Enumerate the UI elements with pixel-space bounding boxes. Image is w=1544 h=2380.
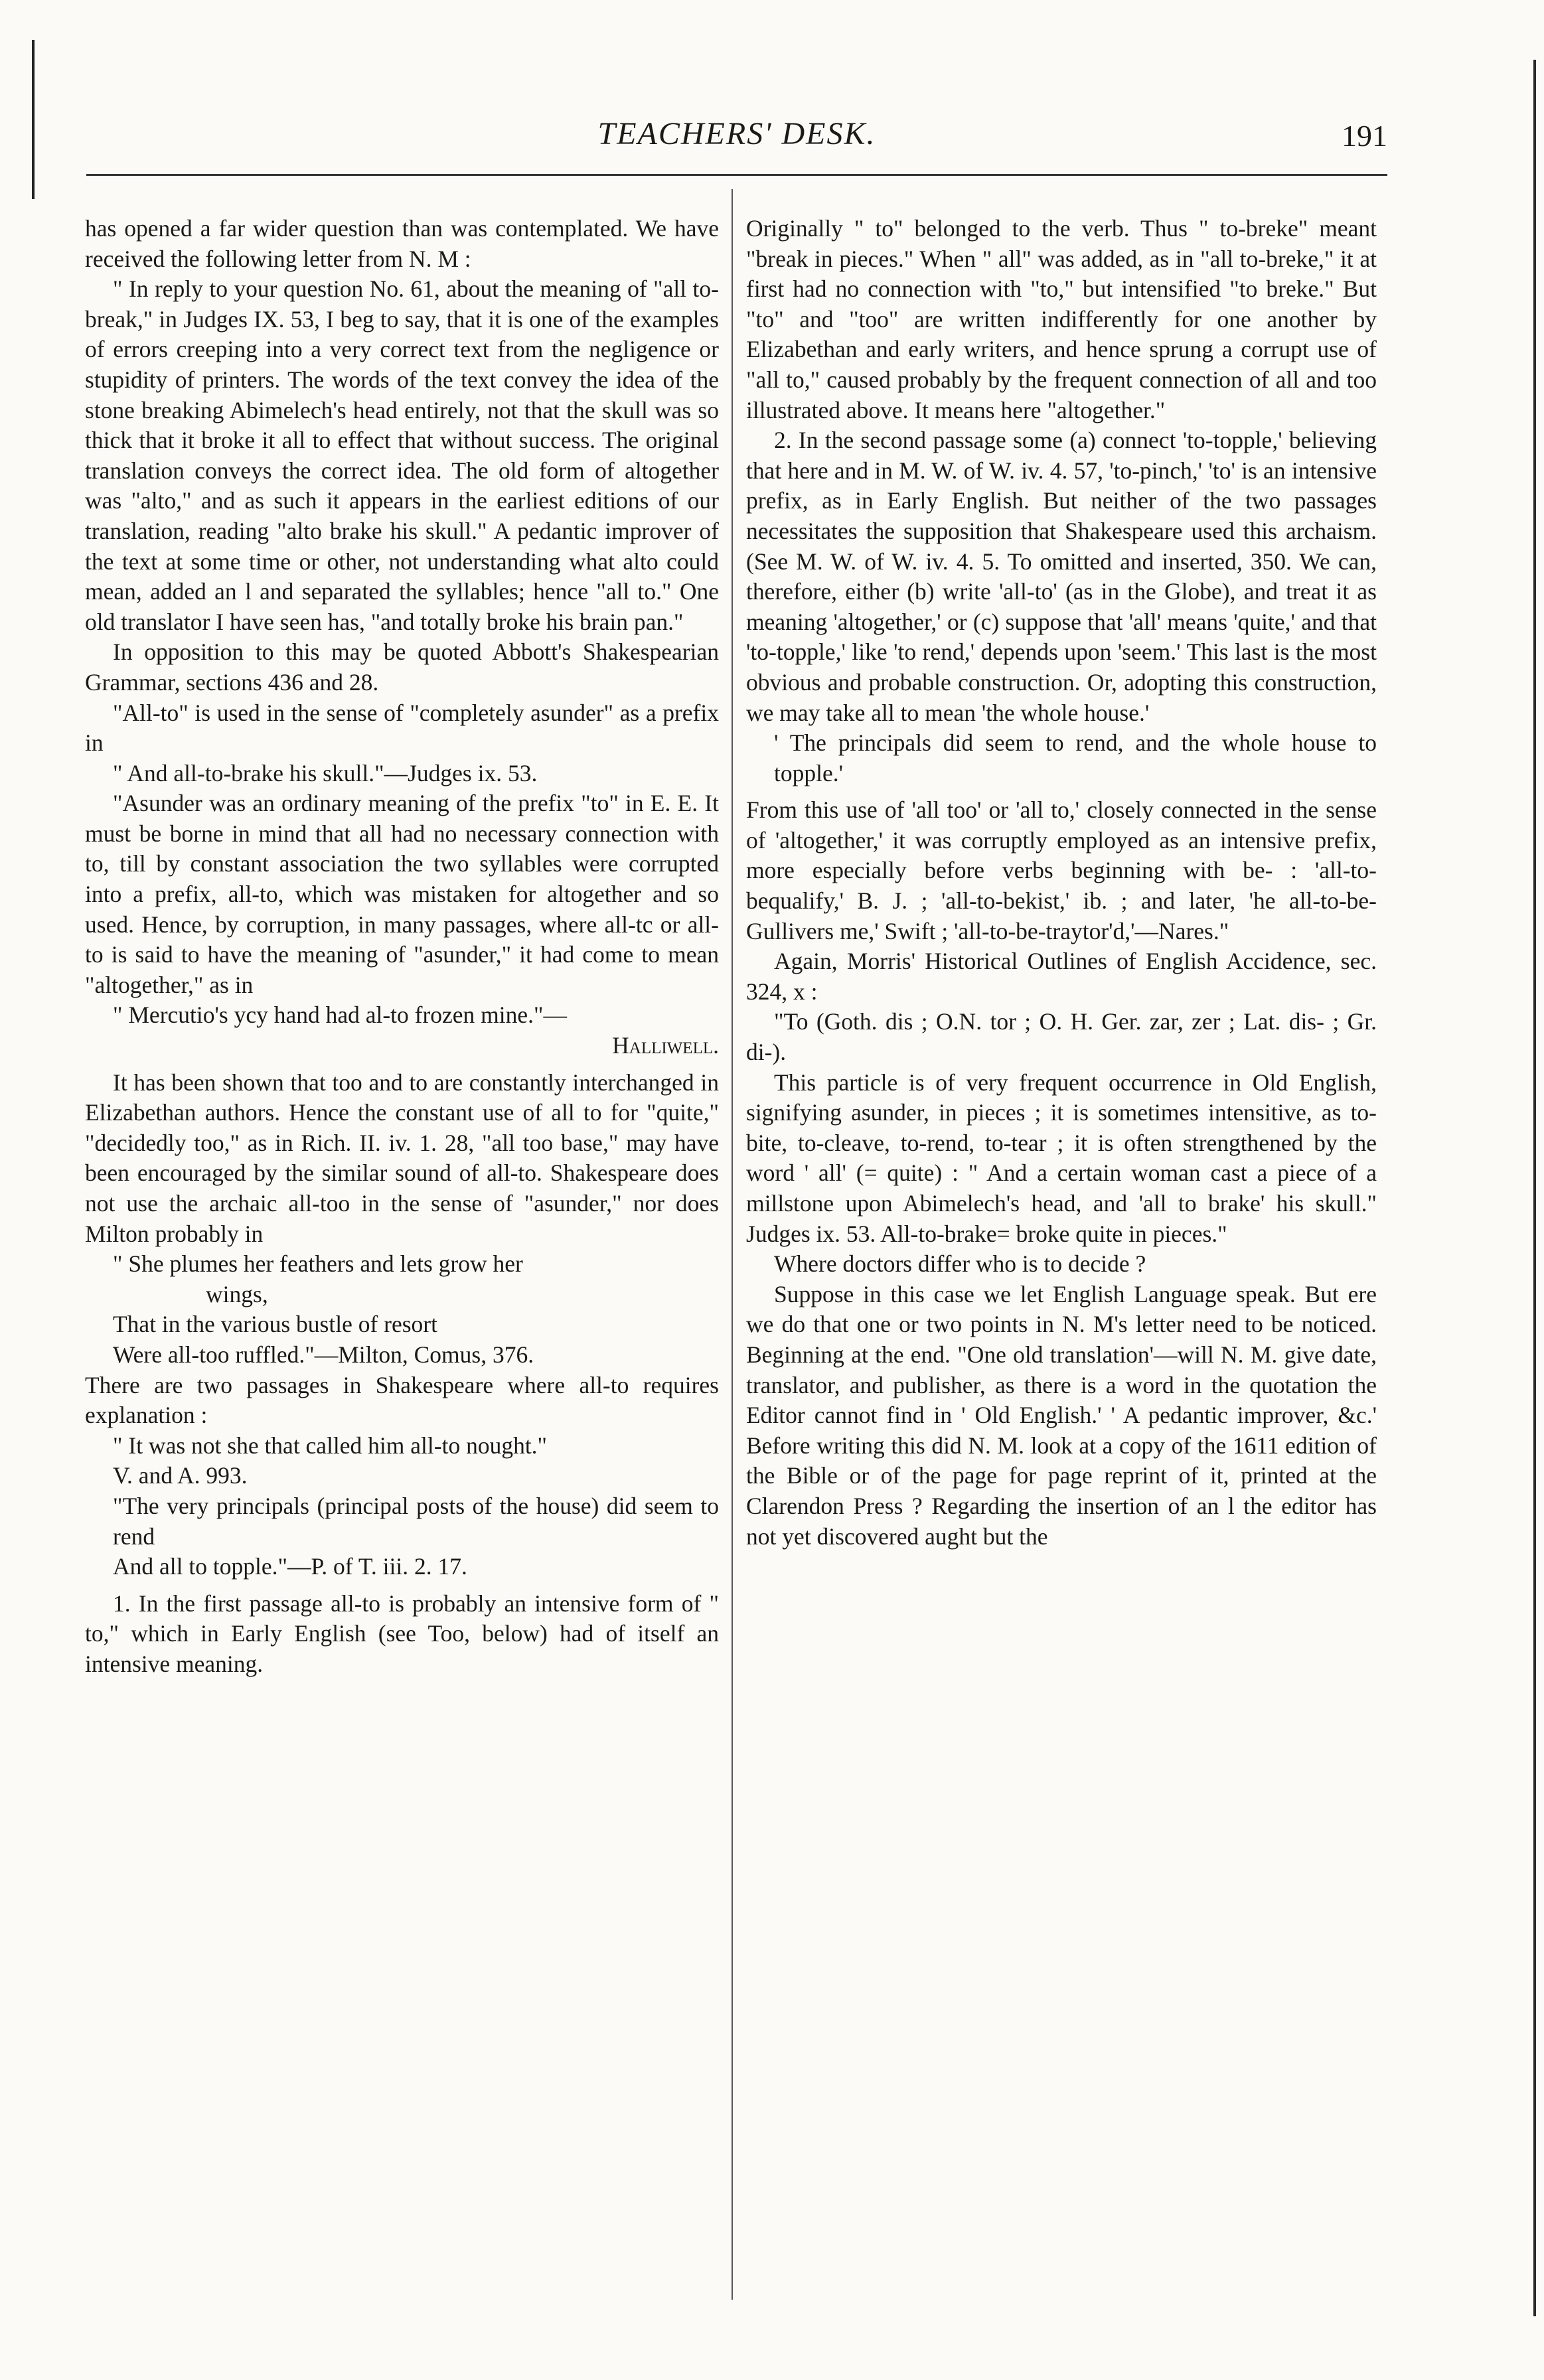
quotation: "The very principals (principal posts of the house) did seem to rend [113, 1492, 719, 1550]
paragraph: In opposition to this may be quoted Abbott's Shakespearian Grammar, sections 436 and 28. [85, 638, 719, 696]
paragraph: 1. In the first passage all-to is probably an intensive form of " to," which in Early English (see Too, below) had of itself an intensive meaning. [85, 1590, 719, 1677]
verse-quotation [85, 1249, 719, 1370]
verse-line: wings, [206, 1280, 268, 1307]
quotation: ' The principals did seem to rend, and the whole house to topple.' [774, 729, 1377, 786]
page-edge-mark [32, 40, 35, 199]
paragraph: 2. In the second passage some (a) connect 'to-topple,' believing that here and in M. W. of W. iv. 4. 57, 'to-pinch,' 'to' is an intensive prefix, as in Early English. But neither of the two passages necessitates the supposition that Shakespeare used this archaism. (See M. W. of W. iv. 4. 5. To omitted and inserted, 350. We can, therefore, either (b) write 'all-to' (as in the Globe), and treat it as meaning 'altogether,' or (c) suppose that 'all' means 'quite,' and that 'to-topple,' like 'to rend,' depends upon 'seem.' This last is the most obvious and probable construction. Or, adopting this construction, we may take all to mean 'the whole house.' [746, 427, 1377, 726]
running-title: TEACHERS' DESK. [597, 116, 876, 151]
quotation: " It was not she that called him all-to nought." [113, 1432, 548, 1459]
right-column [746, 214, 1377, 1552]
column-divider [732, 189, 733, 2300]
quotation: " And all-to-brake his skull."—Judges ix. 53. [113, 759, 538, 786]
paragraph: This particle is of very frequent occurrence in Old English, signifying asunder, in pieces ; it is sometimes intensitive, as to-bite, to-cleave, to-rend, to-tear ; it is often strengthened by the word ' all' (= quite) : " And a certain woman cast a piece of a millstone upon Abimelech's head, and 'all to brake' his skull." Judges ix. 53. All-to-brake= broke quite in pieces." [746, 1069, 1377, 1247]
citation: V. and A. 993. [113, 1462, 248, 1489]
left-column [85, 214, 719, 1680]
paragraph: Where doctors differ who is to decide ? [774, 1250, 1146, 1278]
quotation: And all to topple."—P. of T. iii. 2. 17. [113, 1553, 467, 1580]
paragraph: There are two passages in Shakespeare where all-to requires explanation : [85, 1371, 719, 1429]
page-number: 191 [1342, 119, 1387, 153]
paragraph: Suppose in this case we let English Language speak. But ere we do that one or two points in N. M's letter need to be noticed. Beginning at the end. "One old translation'—will N. M. give date, translator, and publisher, as there is a word in the quotation the Editor cannot find in ' Old English.' ' A pedantic improver, &c.' Before writing this did N. M. look at a copy of the 1611 edition of the Bible or of the page for page reprint of it, printed at the Clarendon Press ? Regarding the insertion of an l the editor has not yet discovered aught but the [746, 1280, 1377, 1550]
quotation: " Mercutio's ycy hand had al-to frozen mine."— [113, 1002, 568, 1029]
paragraph: "All-to" is used in the sense of "completely asunder" as a prefix in [85, 699, 719, 757]
attribution: Halliwell. [612, 1032, 719, 1059]
paragraph: It has been shown that too and to are constantly interchanged in Elizabethan authors. Hence the constant use of all to for "quite," "decidedly too," as in Rich. II. iv. 1. 28, "all too base," may have been encouraged by the similar sound of all-to. Shakespeare does not use the archaic all-too in the sense of "asunder," nor does Milton probably in [85, 1069, 719, 1247]
header-rule [86, 174, 1387, 176]
paragraph: has opened a far wider question than was contemplated. We have received the following letter from N. M : [85, 215, 719, 272]
verse-line: Were all-too ruffled."—Milton, Comus, 376. [113, 1341, 534, 1368]
page-edge-right [1533, 60, 1536, 2316]
paragraph: "Asunder was an ordinary meaning of the prefix "to" in E. E. It must be borne in mind that all had no necessary connection with to, till by constant association the two syllables were corrupted into a prefix, all-to, which was mistaken for altogether and so used. Hence, by corruption, in many passages, where all-tc or all-to is said to have the meaning of "asunder," it had come to mean "altogether," as in [85, 790, 719, 998]
paragraph: "To (Goth. dis ; O.N. tor ; O. H. Ger. zar, zer ; Lat. dis- ; Gr. di-). [746, 1008, 1377, 1066]
page-header [86, 113, 1387, 159]
letter-paragraph: " In reply to your question No. 61, about the meaning of "all to-break," in Judges IX. 53, I beg to say, that it is one of the examples of errors creeping into a very correct text from the negligence or stupidity of printers. The words of the text convey the idea of the stone breaking Abimelech's head entirely, not that the skull was so thick that it broke it all to effect that without success. The original translation conveys the correct idea. The old form of altogether was "alto," and as such it appears in the earliest editions of our translation, reading "alto brake his skull." A pedantic improver of the text at some time or other, not understanding what alto could mean, added an l and separated the syllables; hence "all to." One old translator I have seen has, "and totally broke his brain pan." [85, 275, 719, 635]
verse-line: That in the various bustle of resort [113, 1311, 437, 1338]
paragraph: From this use of 'all too' or 'all to,' closely connected in the sense of 'altogether,' it was corruptly employed as an intensive prefix, more especially before verbs beginning with be- : 'all-to-bequalify,' B. J. ; 'all-to-bekist,' ib. ; and later, 'he all-to-be-Gullivers me,' Swift ; 'all-to-be-traytor'd,'—Nares." [746, 796, 1377, 944]
verse-line: " She plumes her feathers and lets grow her [113, 1250, 523, 1278]
paragraph: Again, Morris' Historical Outlines of English Accidence, sec. 324, x : [746, 948, 1377, 1005]
paragraph: Originally " to" belonged to the verb. Thus " to-breke" meant "break in pieces." When " all" was added, as in "all to-breke," it at first had no connection with "to," but intensified "to breke." But "to" and "too" are written indifferently for one another by Elizabethan and early writers, and hence sprung a corrupt use of "all to," caused probably by the frequent connection of all and too illustrated above. It means here "altogether." [746, 215, 1377, 423]
